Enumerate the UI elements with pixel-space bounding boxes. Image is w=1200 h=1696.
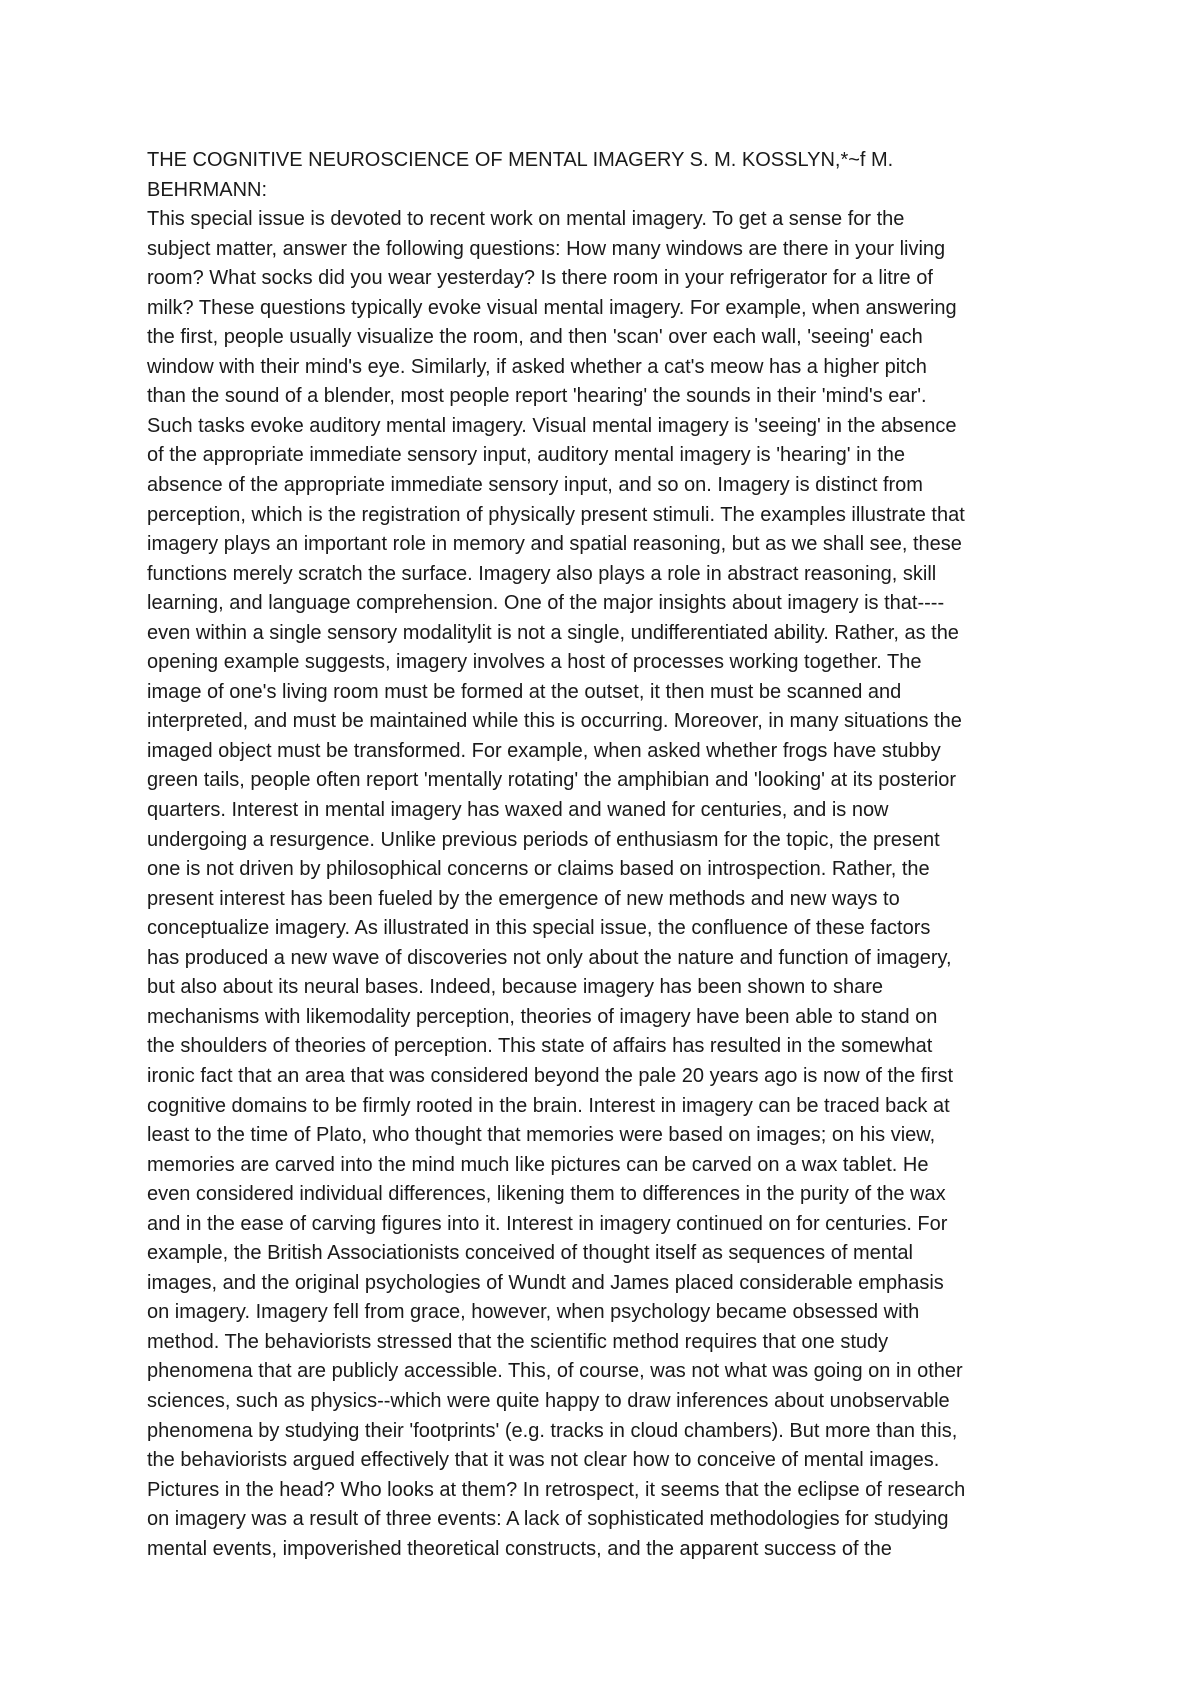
body-text-line: subject matter, answer the following questions: How many windows are there in your living (147, 237, 946, 260)
body-text-line: images, and the original psychologies of Wundt and James placed considerable emphasis (147, 1271, 944, 1294)
body-text-line: Pictures in the head? Who looks at them? In retrospect, it seems that the eclipse of research (147, 1478, 966, 1501)
body-text-line: ironic fact that an area that was considered beyond the pale 20 years ago is now of the first (147, 1064, 954, 1087)
body-text-line: green tails, people often report 'mentally rotating' the amphibian and 'looking' at its posterior (147, 769, 957, 792)
body-text-line: interpreted, and must be maintained while this is occurring. Moreover, in many situations the (147, 710, 962, 733)
body-text-line: example, the British Associationists conceived of thought itself as sequences of mental (147, 1242, 913, 1265)
body-text-line: on imagery. Imagery fell from grace, however, when psychology became obsessed with (147, 1301, 920, 1324)
body-text-line: than the sound of a blender, most people report 'hearing' the sounds in their 'mind's ear'. (147, 385, 927, 408)
body-text-line: quarters. Interest in mental imagery has waxed and waned for centuries, and is now (147, 799, 889, 822)
document-title-line: BEHRMANN: (147, 178, 268, 201)
body-text-line: opening example suggests, imagery involves a host of processes working together. The (147, 651, 922, 674)
body-text-line: has produced a new wave of discoveries not only about the nature and function of imagery, (147, 946, 952, 969)
body-text-line: on imagery was a result of three events: A lack of sophisticated methodologies for studying (147, 1508, 949, 1531)
body-text-line: memories are carved into the mind much like pictures can be carved on a wax tablet. He (147, 1153, 929, 1176)
body-text-line: functions merely scratch the surface. Imagery also plays a role in abstract reasoning, skill (147, 562, 937, 585)
body-text-line: one is not driven by philosophical concerns or claims based on introspection. Rather, the (147, 858, 930, 881)
body-text-line: method. The behaviorists stressed that the scientific method requires that one study (147, 1330, 889, 1353)
body-text-line: phenomena by studying their 'footprints' (e.g. tracks in cloud chambers). But more than this, (147, 1419, 958, 1442)
body-text-line: learning, and language comprehension. One of the major insights about imagery is that---- (147, 592, 945, 615)
body-text-line: cognitive domains to be firmly rooted in the brain. Interest in imagery can be traced back at (147, 1094, 950, 1117)
body-text-line: Such tasks evoke auditory mental imagery. Visual mental imagery is 'seeing' in the absence (147, 414, 957, 437)
body-text-line: of the appropriate immediate sensory input, auditory mental imagery is 'hearing' in the (147, 444, 906, 467)
body-text-line: phenomena that are publicly accessible. This, of course, was not what was going on in other (147, 1360, 963, 1383)
body-text-line: the shoulders of theories of perception. This state of affairs has resulted in the somewhat (147, 1035, 933, 1058)
body-text-line: conceptualize imagery. As illustrated in this special issue, the confluence of these factors (147, 917, 931, 940)
body-text-line: This special issue is devoted to recent work on mental imagery. To get a sense for the (147, 208, 905, 231)
body-text-line: mechanisms with likemodality perception, theories of imagery have been able to stand on (147, 1005, 938, 1028)
document-title-line: THE COGNITIVE NEUROSCIENCE OF MENTAL IMAGERY S. M. KOSSLYN,*~f M. (147, 149, 894, 171)
body-text-line: the first, people usually visualize the room, and then 'scan' over each wall, 'seeing' each (147, 326, 923, 349)
body-text-line: window with their mind's eye. Similarly, if asked whether a cat's meow has a higher pitch (147, 355, 927, 378)
body-text-line: absence of the appropriate immediate sensory input, and so on. Imagery is distinct from (147, 474, 923, 497)
body-text-line: milk? These questions typically evoke visual mental imagery. For example, when answering (147, 296, 957, 319)
body-text-line: undergoing a resurgence. Unlike previous periods of enthusiasm for the topic, the present (147, 828, 940, 851)
body-text-line: room? What socks did you wear yesterday? Is there room in your refrigerator for a litre of (147, 267, 933, 290)
body-text-line: but also about its neural bases. Indeed, because imagery has been shown to share (147, 976, 884, 999)
document-body (147, 146, 1087, 1564)
body-text-line: and in the ease of carving figures into it. Interest in imagery continued on for centuries. For (147, 1212, 948, 1235)
body-text-line: imaged object must be transformed. For example, when asked whether frogs have stubby (147, 739, 941, 762)
body-text-line: the behaviorists argued effectively that it was not clear how to conceive of mental images. (147, 1449, 940, 1472)
body-text-line: sciences, such as physics--which were quite happy to draw inferences about unobservable (147, 1389, 950, 1412)
body-text-line: even considered individual differences, likening them to differences in the purity of the wax (147, 1183, 946, 1206)
body-text-line: imagery plays an important role in memory and spatial reasoning, but as we shall see, these (147, 533, 962, 556)
body-text-line: image of one's living room must be formed at the outset, it then must be scanned and (147, 680, 902, 703)
body-text-line: mental events, impoverished theoretical constructs, and the apparent success of the (147, 1537, 892, 1560)
body-text-line: even within a single sensory modalitylit is not a single, undifferentiated ability. Rather, as the (147, 621, 959, 644)
body-text-line: perception, which is the registration of physically present stimuli. The examples illustrate that (147, 503, 965, 526)
body-text-line: present interest has been fueled by the emergence of new methods and new ways to (147, 887, 900, 910)
body-text-line: least to the time of Plato, who thought that memories were based on images; on his view, (147, 1124, 936, 1147)
